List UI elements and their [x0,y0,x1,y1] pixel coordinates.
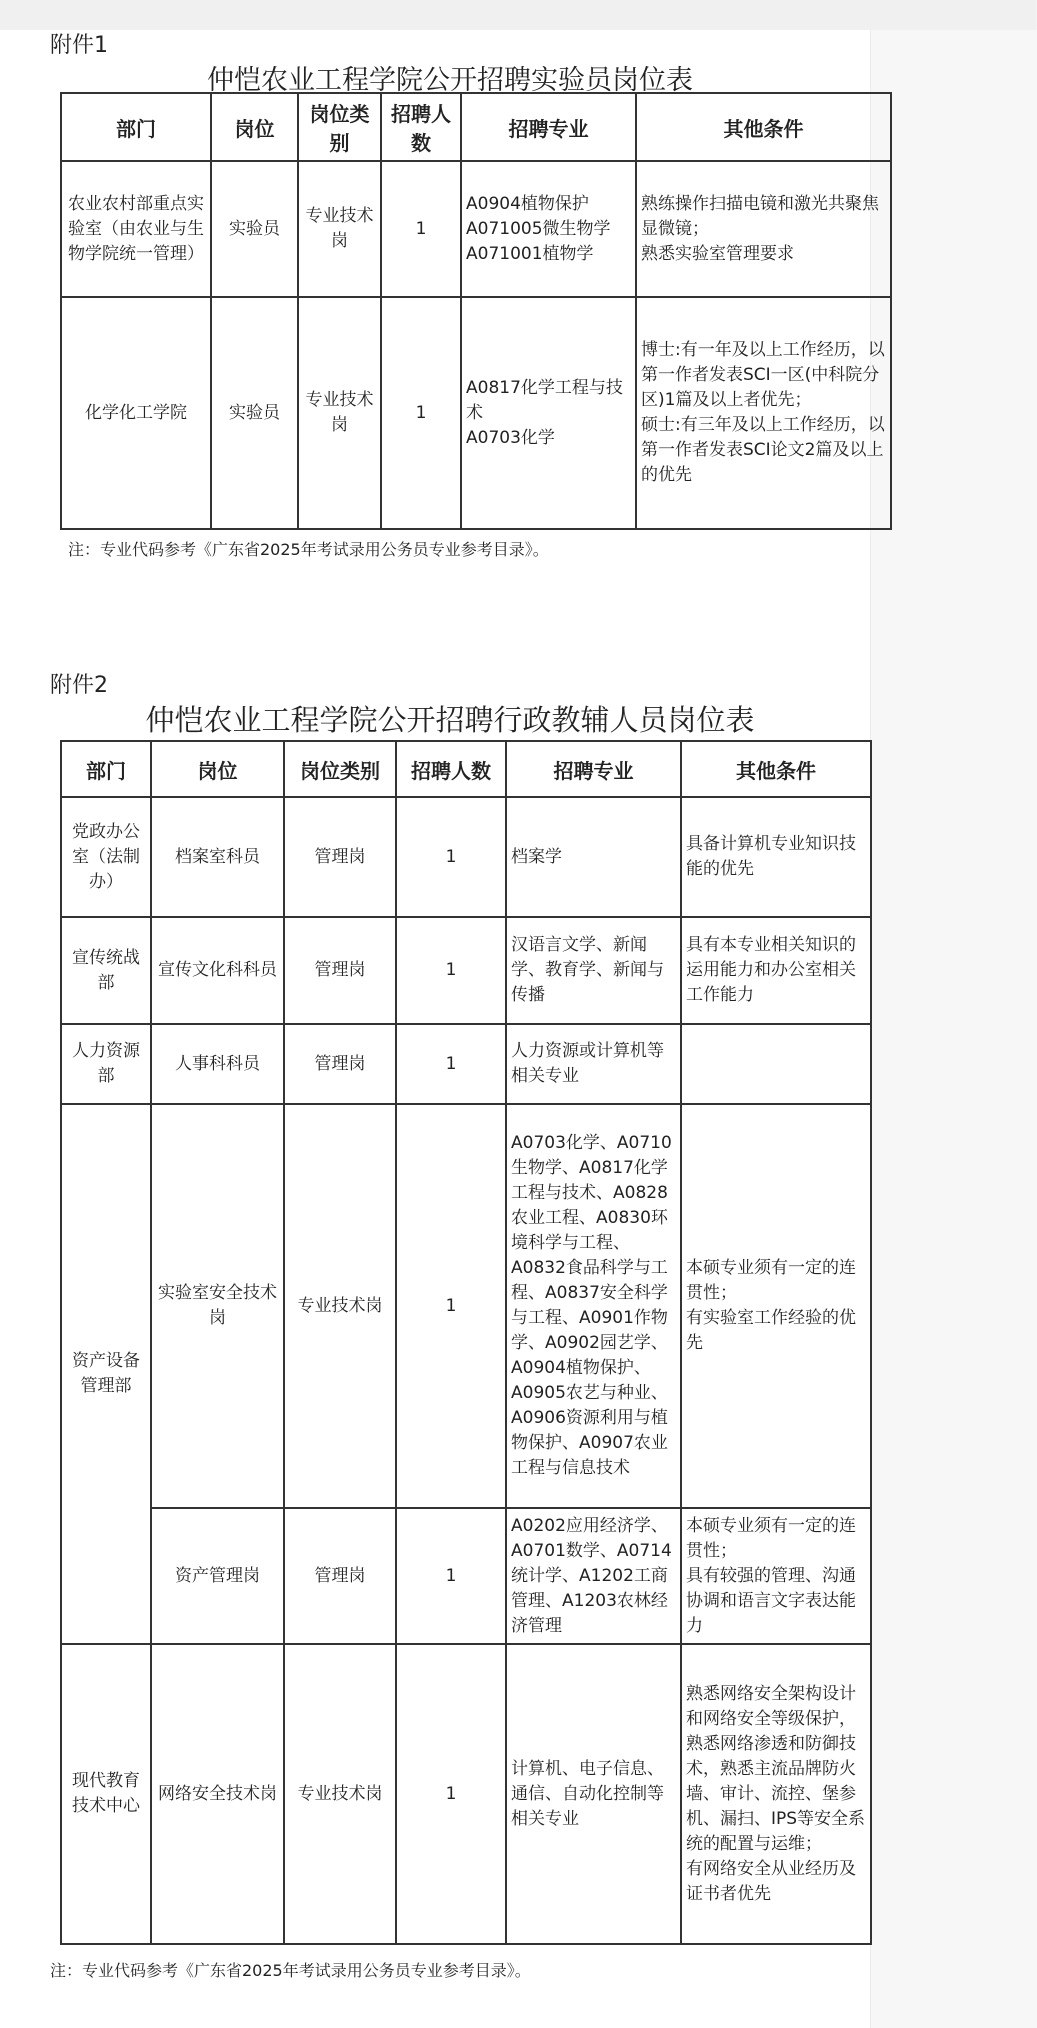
table-row [61,917,871,1024]
header-dept: 部门 [61,93,211,161]
table-header-row [61,741,871,797]
annex1-table [60,92,892,530]
cell-dept: 农业农村部重点实验室（由农业与生物学院统一管理） [61,161,211,297]
condition-line: 本硕专业须有一定的连贯性； [686,1258,856,1303]
header-count: 招聘人数 [396,741,506,797]
cell-majors: 计算机、电子信息、通信、自动化控制等相关专业 [506,1644,681,1944]
header-dept: 部门 [61,741,151,797]
cell-post: 档案室科员 [151,797,284,917]
header-post: 岗位 [151,741,284,797]
cell-majors: 汉语言文学、新闻学、教育学、新闻与传播 [506,917,681,1024]
cell-conditions [681,1644,871,1944]
condition-line: 具有较强的管理、沟通协调和语言文字表达能力 [686,1565,856,1636]
cell-count: 1 [381,161,461,297]
condition-line: 硕士:有三年及以上工作经历，以第一作者发表SCI论文2篇及以上的优先 [641,415,885,485]
annex1-note: 注：专业代码参考《广东省2025年考试录用公务员专业参考目录》。 [68,540,549,559]
cell-dept: 人力资源部 [61,1024,151,1104]
header-category: 岗位类别 [284,741,396,797]
annex2-table-wrap [60,740,866,1955]
cell-post: 实验室安全技术岗 [151,1104,284,1508]
condition-line: 熟悉网络安全架构设计和网络安全等级保护，熟悉网络渗透和防御技术，熟悉主流品牌防火墙、审计、流控、堡参机、漏扫、IPS等安全系统的配置与运维； [686,1683,866,1854]
annex1-title: 仲恺农业工程学院公开招聘实验员岗位表 [207,65,693,96]
header-majors: 招聘专业 [461,93,636,161]
cell-conditions: 具备计算机专业知识技能的优先 [681,797,871,917]
top-bar [0,0,1036,31]
cell-count: 1 [396,1508,506,1644]
header-conditions: 其他条件 [681,741,871,797]
cell-dept: 化学化工学院 [61,297,211,529]
header-conditions: 其他条件 [636,93,891,161]
cell-category: 专业技术岗 [284,1104,396,1508]
annex1-label: 附件1 [50,33,108,58]
condition-line: 熟悉实验室管理要求 [641,243,794,264]
annex2-note: 注：专业代码参考《广东省2025年考试录用公务员专业参考目录》。 [50,1961,531,1980]
cell-count: 1 [396,1024,506,1104]
condition-line: 有实验室工作经验的优先 [686,1308,856,1353]
major-line: A071001植物学 [466,243,594,264]
condition-line: 熟练操作扫描电镜和激光共聚焦显微镜； [641,193,879,239]
cell-post: 实验员 [211,161,298,297]
table-row [61,1508,871,1644]
table-row [61,161,891,297]
cell-category: 管理岗 [284,1024,396,1104]
cell-post: 宣传文化科科员 [151,917,284,1024]
cell-post: 网络安全技术岗 [151,1644,284,1944]
annex2-label: 附件2 [50,673,108,698]
cell-count: 1 [396,1104,506,1508]
major-line: A0904植物保护 [466,193,589,214]
cell-post: 实验员 [211,297,298,529]
cell-dept: 现代教育技术中心 [61,1644,151,1944]
cell-conditions [681,1104,871,1508]
annex1-table-wrap [60,92,885,532]
cell-count: 1 [396,1644,506,1944]
header-majors: 招聘专业 [506,741,681,797]
major-line: A0817化学工程与技术 [466,377,623,423]
table-row [61,1104,871,1508]
table-row [61,1644,871,1944]
cell-conditions [681,1024,871,1104]
cell-category: 专业技术岗 [298,161,381,297]
condition-line: 本硕专业须有一定的连贯性； [686,1515,856,1561]
cell-conditions [636,297,891,529]
cell-majors: 人力资源或计算机等相关专业 [506,1024,681,1104]
cell-conditions [636,161,891,297]
cell-dept: 资产设备管理部 [61,1104,151,1644]
cell-majors: A0202应用经济学、A0701数学、A0714统计学、A1202工商管理、A1203农林经济管理 [506,1508,681,1644]
table-row [61,297,891,529]
header-count: 招聘人数 [381,93,461,161]
table-row [61,1024,871,1104]
header-category: 岗位类别 [298,93,381,161]
table-row [61,797,871,917]
header-post: 岗位 [211,93,298,161]
cell-category: 管理岗 [284,917,396,1024]
cell-majors [461,297,636,529]
cell-majors: 档案学 [506,797,681,917]
condition-line: 博士:有一年及以上工作经历，以第一作者发表SCI一区(中科院分区)1篇及以上者优先； [641,340,885,410]
cell-category: 管理岗 [284,797,396,917]
table-header-row [61,93,891,161]
cell-conditions: 具有本专业相关知识的运用能力和办公室相关工作能力 [681,917,871,1024]
cell-count: 1 [381,297,461,529]
annex2-table [60,740,872,1945]
cell-count: 1 [396,917,506,1024]
cell-category: 专业技术岗 [298,297,381,529]
cell-majors: A0703化学、A0710生物学、A0817化学工程与技术、A0828农业工程、A0830环境科学与工程、A0832食品科学与工程、A0837安全科学与工程、A0901作物学、A0902园艺学、A0904植物保护、A0905农艺与种业、A0906资源利用与植物保护、A0907农业工程与信息技术 [506,1104,681,1508]
major-line: A0703化学 [466,427,555,448]
annex2-title: 仲恺农业工程学院公开招聘行政教辅人员岗位表 [145,703,755,737]
cell-post: 人事科科员 [151,1024,284,1104]
cell-category: 管理岗 [284,1508,396,1644]
cell-dept: 党政办公室（法制办） [61,797,151,917]
cell-conditions [681,1508,871,1644]
cell-dept: 宣传统战部 [61,917,151,1024]
condition-line: 有网络安全从业经历及证书者优先 [686,1858,856,1904]
right-margin [870,30,1037,2028]
major-line: A071005微生物学 [466,218,611,239]
cell-post: 资产管理岗 [151,1508,284,1644]
cell-category: 专业技术岗 [284,1644,396,1944]
cell-count: 1 [396,797,506,917]
cell-majors [461,161,636,297]
